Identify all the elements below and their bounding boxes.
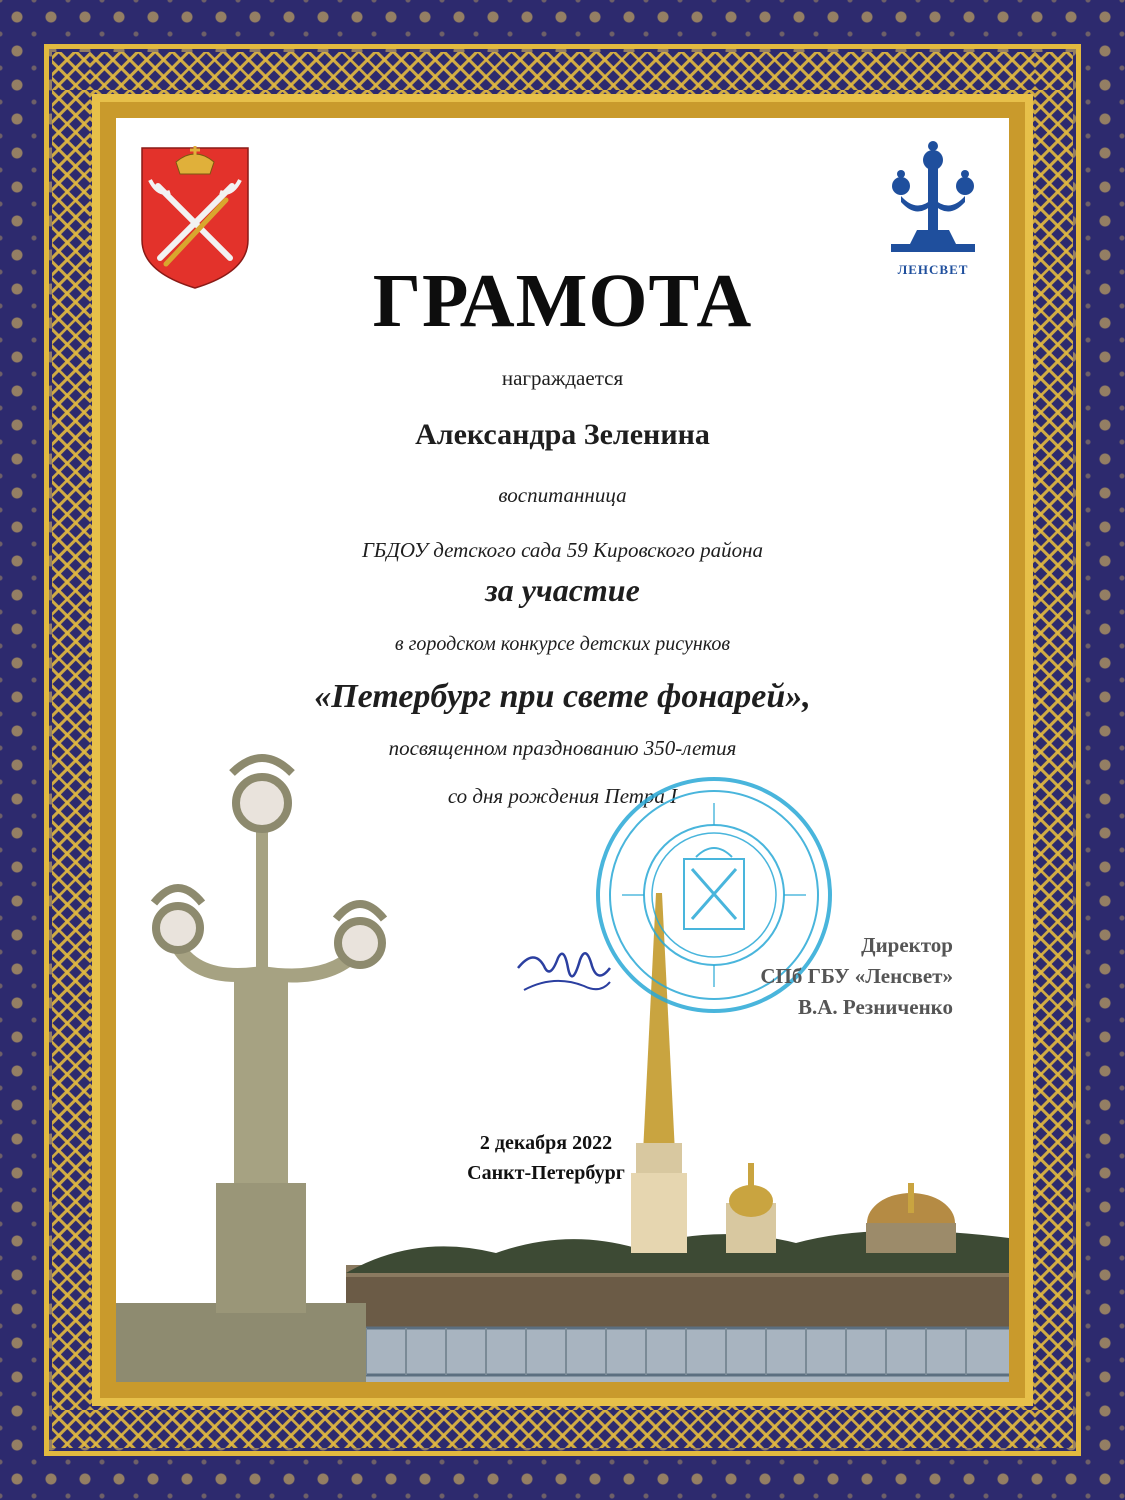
recipient-role: воспитанница	[498, 483, 627, 507]
dedication-line-1: посвященном празднованию 350-летия	[388, 736, 737, 760]
city-photo	[116, 743, 1009, 1382]
issue-date-block	[446, 1128, 646, 1188]
contest-intro: в городском конкурсе детских рисунков	[394, 633, 731, 655]
signature-icon	[514, 938, 614, 1008]
for-participation: за участие	[485, 572, 640, 608]
signatory-name: В.А. Резниченко	[797, 995, 953, 1019]
dedication-line-2: со дня рождения Петра I	[447, 784, 678, 808]
issue-date: 2 декабря 2022	[479, 1132, 613, 1154]
institution-text: ГБДОУ детского сада 59 Кировского района	[361, 538, 764, 562]
contest-name: «Петербург при свете фонарей»,	[314, 678, 811, 715]
logo-text: ЛЕНСВЕТ	[897, 262, 969, 277]
issue-city: Санкт-Петербург	[467, 1162, 625, 1184]
signatory-block	[760, 930, 953, 1023]
certificate-title: ГРАМОТА	[372, 259, 753, 343]
certificate-paper	[116, 118, 1009, 1382]
signatory-position: Директор	[861, 933, 953, 957]
recipient-name: Александра Зеленина	[415, 418, 710, 451]
awarded-text: награждается	[501, 366, 624, 390]
lantern-logo-icon	[883, 138, 983, 256]
signatory-organization: СПб ГБУ «Ленсвет»	[760, 964, 953, 988]
lensvet-logo	[883, 138, 983, 278]
